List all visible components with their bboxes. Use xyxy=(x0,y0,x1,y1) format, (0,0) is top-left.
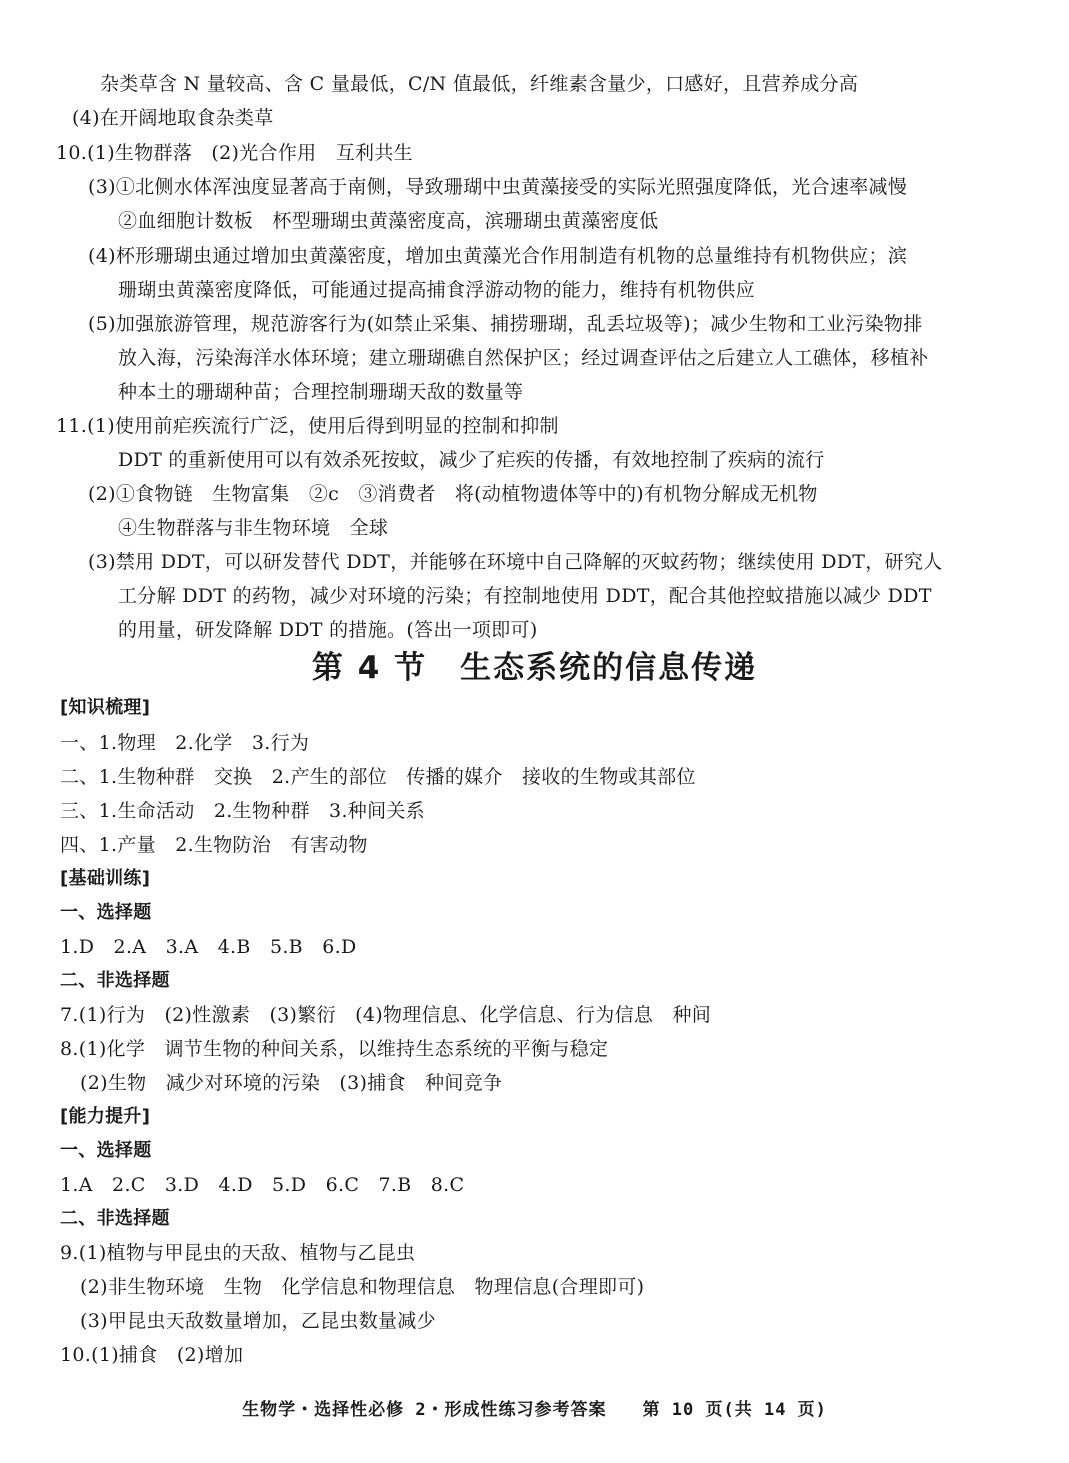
answer-line: DDT 的重新使用可以有效杀死按蚊，减少了疟疾的传播，有效地控制了疾病的流行 xyxy=(118,449,825,471)
answer-line: 工分解 DDT 的药物，减少对环境的污染；有控制地使用 DDT，配合其他控蚊措施以减少 DDT xyxy=(118,585,932,607)
answer-line: 8.(1)化学 调节生物的种间关系，以维持生态系统的平衡与稳定 xyxy=(60,1038,609,1060)
section-heading: [基础训练] xyxy=(60,868,151,889)
answer-line: 10.(1)生物群落 (2)光合作用 互利共生 xyxy=(56,142,413,164)
answer-line: 杂类草含 N 量较高、含 C 量最低，C/N 值最低，纤维素含量少，口感好，且营养成分高 xyxy=(100,73,859,95)
answer-line: 一、1.物理 2.化学 3.行为 xyxy=(60,732,310,754)
answer-line: 1.D 2.A 3.A 4.B 5.B 6.D xyxy=(60,936,357,958)
answer-line: ②血细胞计数板 杯型珊瑚虫黄藻密度高，滨珊瑚虫黄藻密度低 xyxy=(118,210,659,232)
answer-line: (2)生物 减少对环境的污染 (3)捕食 种间竞争 xyxy=(80,1072,503,1094)
answer-line: (5)加强旅游管理，规范游客行为(如禁止采集、捕捞珊瑚，乱丢垃圾等)；减少生物和工业污染物排 xyxy=(88,313,923,335)
answer-line: 11.(1)使用前疟疾流行广泛，使用后得到明显的控制和抑制 xyxy=(56,415,559,437)
answer-line: (4)杯形珊瑚虫通过增加虫黄藻密度，增加虫黄藻光合作用制造有机物的总量维持有机物供应；滨 xyxy=(88,245,908,267)
answer-line: 四、1.产量 2.生物防治 有害动物 xyxy=(60,834,368,856)
answer-line: (3)甲昆虫天敌数量增加，乙昆虫数量减少 xyxy=(80,1310,436,1332)
answer-line: 1.A 2.C 3.D 4.D 5.D 6.C 7.B 8.C xyxy=(60,1174,465,1196)
answer-line: 三、1.生命活动 2.生物种群 3.种间关系 xyxy=(60,800,425,822)
answer-line: 9.(1)植物与甲昆虫的天敌、植物与乙昆虫 xyxy=(60,1242,416,1264)
section-title: 第 4 节 生态系统的信息传递 xyxy=(311,650,758,686)
answer-line: 7.(1)行为 (2)性激素 (3)繁衍 (4)物理信息、化学信息、行为信息 种间 xyxy=(60,1004,712,1026)
section-heading: [知识梳理] xyxy=(60,697,151,718)
answer-line: (3)①北侧水体浑浊度显著高于南侧，导致珊瑚中虫黄藻接受的实际光照强度降低，光合速率减慢 xyxy=(88,176,908,198)
answer-line: 珊瑚虫黄藻密度降低，可能通过提高捕食浮游动物的能力，维持有机物供应 xyxy=(118,279,755,301)
page-footer: 生物学・选择性必修 2・形成性练习参考答案 第 10 页(共 14 页) xyxy=(242,1400,827,1420)
answer-line: (2)①食物链 生物富集 ②c ③消费者 将(动植物遗体等中的)有机物分解成无机物 xyxy=(88,483,818,505)
answer-line: ④生物群落与非生物环境 全球 xyxy=(118,517,389,539)
answer-line: (2)非生物环境 生物 化学信息和物理信息 物理信息(合理即可) xyxy=(80,1276,645,1298)
section-heading: 二、非选择题 xyxy=(60,1208,170,1229)
answer-line: (4)在开阔地取食杂类草 xyxy=(72,107,274,129)
section-heading: 一、选择题 xyxy=(60,902,152,923)
section-heading: 二、非选择题 xyxy=(60,970,170,991)
answer-line: 的用量，研发降解 DDT 的措施。(答出一项即可) xyxy=(118,619,538,641)
answer-line: 二、1.生物种群 交换 2.产生的部位 传播的媒介 接收的生物或其部位 xyxy=(60,766,696,788)
answer-line: 10.(1)捕食 (2)增加 xyxy=(60,1344,244,1366)
answer-line: 种本土的珊瑚种苗；合理控制珊瑚天敌的数量等 xyxy=(118,381,524,403)
section-heading: [能力提升] xyxy=(60,1106,151,1127)
section-heading: 一、选择题 xyxy=(60,1140,152,1161)
answer-line: 放入海，污染海洋水体环境；建立珊瑚礁自然保护区；经过调查评估之后建立人工礁体，移植补 xyxy=(118,347,929,369)
answer-line: (3)禁用 DDT，可以研发替代 DDT，并能够在环境中自己降解的灭蚊药物；继续使用 DDT，研究人 xyxy=(88,551,943,573)
